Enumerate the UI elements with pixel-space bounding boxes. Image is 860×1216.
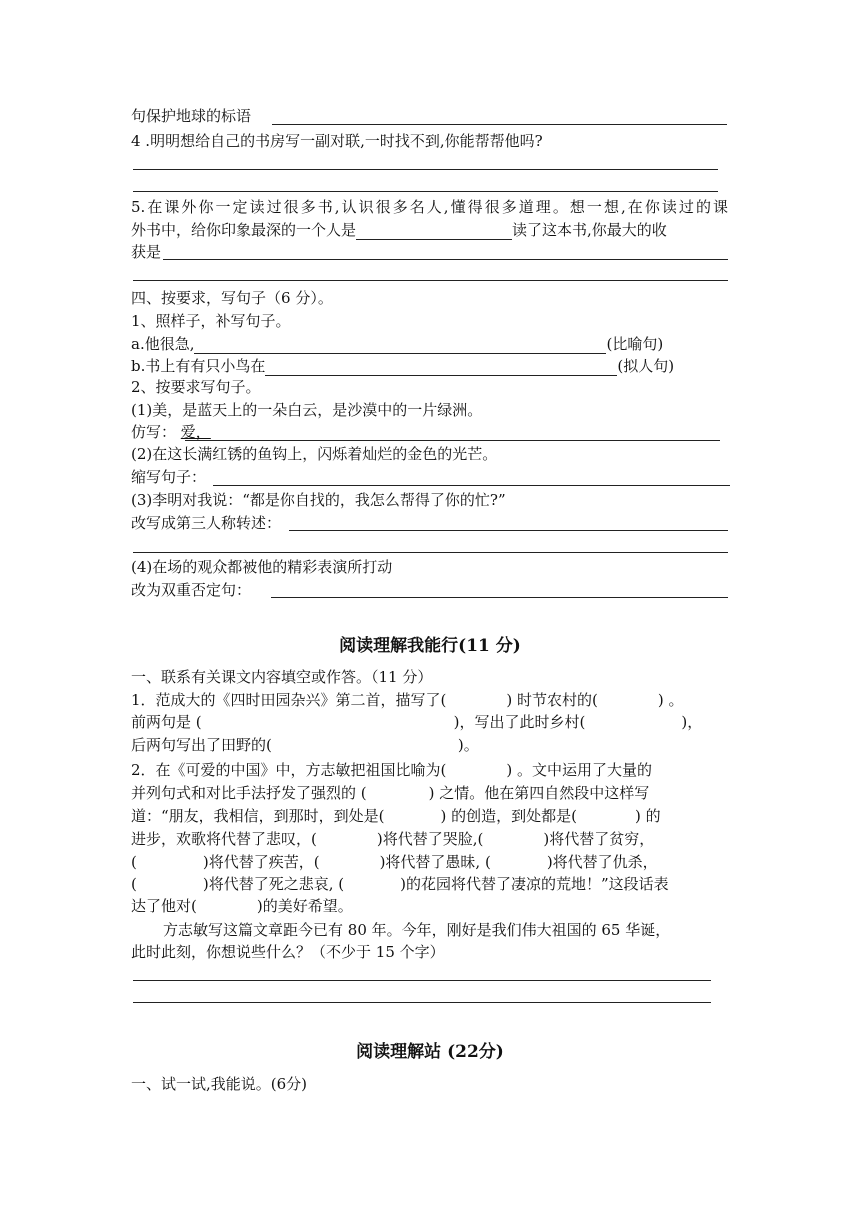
q5-answer-line-2[interactable] [133,280,728,281]
s4-part2-1-line[interactable] [185,440,720,441]
s4-part1-b-hint: (拟人句) [617,357,675,375]
r1-q2-l4a: 进步，欢歌将代替了悲叹，( [131,830,317,848]
s4-part1-title: 1、照样子，补写句子。 [131,312,291,330]
s4-part2-4-line[interactable] [271,597,728,598]
r1-q3-answer-line-2[interactable] [133,1002,711,1003]
s4-part1-a-hint: (比喻句) [606,335,664,353]
r1-q1-l1c: ) 。 [657,691,684,709]
r1-q2-line1 [131,760,731,780]
q4-answer-line-1[interactable] [133,169,718,170]
reading2-heading: 阅读理解站 (22分) [356,1042,504,1062]
r1-q1-line1 [131,690,731,710]
r1-q2-l3b: ) 的创造，到处都是( [440,807,578,825]
r1-q2-l2b: ) 之情。他在第四自然段中这样写 [428,784,650,802]
r1-q1-line3 [131,735,731,755]
s4-part2-4: (4)在场的观众都被他的精彩表演所打动 [131,558,393,576]
q5-prompt-gain: 获是 [131,243,162,261]
s4-part1-a-blank[interactable] [194,337,606,354]
r1-q2-line7 [131,896,731,916]
q5-prompt-harvest: 读了这本书,你最大的收 [512,221,667,239]
q5-prompt-person: 外书中，给你印象最深的一个人是 [131,221,357,239]
s4-part2-3-line-1[interactable] [289,530,728,531]
s4-part2-1-label: 仿写： [131,423,177,441]
r1-q2-l7a: 达了他对( [131,897,197,915]
s4-part1-b-blank[interactable] [265,359,617,376]
s4-part2-3-label: 改写成第三人称转述： [131,514,282,532]
r1-q2-l1a: 2．在《可爱的中国》中，方志敏把祖国比喻为( [131,761,447,779]
r1-q2-l5d: )将代替了仇杀， [546,853,658,871]
r1-q2-line2 [131,783,731,803]
r1-q1-line2 [131,712,731,732]
r1-q2-line6 [131,874,731,894]
r1-q1-l2a: 前两句是 ( [131,713,202,731]
s4-part2-3: (3)李明对我说：“都是你自找的，我怎么帮得了你的忙?” [131,491,506,509]
r1-q2-line3 [131,806,731,826]
r1-q2-line4 [131,829,731,849]
q5-person-blank[interactable] [356,223,512,240]
r1-q2-l1b: ) 。文中运用了大量的 [506,761,653,779]
s4-part1-a [131,334,731,354]
section4-title: 四、按要求，写句子（6 分）。 [131,289,333,307]
s4-part2-3-line-2[interactable] [133,552,728,553]
r1-q2-l6b: )将代替了死之悲哀, ( [202,875,345,893]
s4-part1-a-text: a.他很急, [131,335,195,353]
r1-q2-l5a: ( [131,853,137,871]
s4-part2-2-label: 缩写句子： [131,468,207,486]
s4-part2-2: (2)在这长满红锈的鱼钩上，闪烁着灿烂的金色的光芒。 [131,445,498,463]
r1-q2-line5 [131,852,731,872]
q5-line-2 [131,220,731,240]
q5-line-1: 5.在课外你一定读过很多书,认识很多名人,懂得很多道理。想一想,在你读过的课 [131,198,728,216]
s4-part2-title: 2、按要求写句子。 [131,378,261,396]
r1-q1-l2c: )， [681,713,703,731]
q3-slogan-text: 句保护地球的标语 [131,107,252,125]
r1-q3-answer-line-1[interactable] [133,980,711,981]
r1-q1-l1b: ) 时节农村的( [506,691,598,709]
reading1-intro: 一、联系有关课文内容填空或作答。（11 分） [131,668,433,686]
s4-part1-b [131,356,731,376]
r1-q2-l5c: )将代替了愚昧, ( [379,853,491,871]
s4-part2-2-answer [131,467,731,487]
q5-answer-line-1[interactable] [163,259,728,260]
q4-question: 4 .明明想给自己的书房写一副对联,一时找不到,你能帮帮他吗? [131,132,543,150]
q3-answer-line[interactable] [272,124,727,125]
s4-part2-1-answer [131,422,731,442]
s4-part1-b-text: b.书上有有只小鸟在 [131,357,266,375]
r1-q1-l1a: 1．范成大的《四时田园杂兴》第二首，描写了( [131,691,447,709]
r1-q1-l3b: )。 [457,736,479,754]
r1-q2-l7b: )的美好希望。 [256,897,353,915]
r1-q2-l4c: )将代替了贫穷， [543,830,655,848]
r1-q2-l3a: 道：“朋友，我相信，到那时，到处是( [131,807,385,825]
q3-slogan-line [131,106,731,126]
r1-q1-l2b: )，写出了此时乡村( [453,713,586,731]
r1-q2-l2a: 并列句式和对比手法抒发了强烈的 ( [131,784,367,802]
r1-q2-l4b: )将代替了哭脸,( [376,830,484,848]
q4-answer-line-2[interactable] [133,191,718,192]
r1-q1-l3a: 后两句写出了田野的( [131,736,272,754]
r1-q3-line1: 方志敏写这篇文章距今已有 80 年。今年，刚好是我们伟大祖国的 65 华诞， [163,921,671,939]
r1-q2-l6a: ( [131,875,137,893]
s4-part2-1: (1)美，是蓝天上的一朵白云，是沙漠中的一片绿洲。 [131,401,483,419]
reading2-intro: 一、试一试,我能说。(6分) [131,1075,308,1093]
r1-q2-l3c: ) 的 [635,807,661,825]
r1-q2-l6c: )的花园将代替了凄凉的荒地！”这段话表 [400,875,669,893]
reading1-heading: 阅读理解我能行(11 分) [339,636,521,656]
r1-q2-l5b: )将代替了疾苦，( [202,853,320,871]
r1-q3-line2: 此时此刻，你想说些什么？（不少于 15 个字） [131,943,445,961]
s4-part2-2-line[interactable] [213,485,730,486]
s4-part2-1-start: 爱， [180,423,211,441]
s4-part2-4-label: 改为双重否定句： [131,581,252,599]
